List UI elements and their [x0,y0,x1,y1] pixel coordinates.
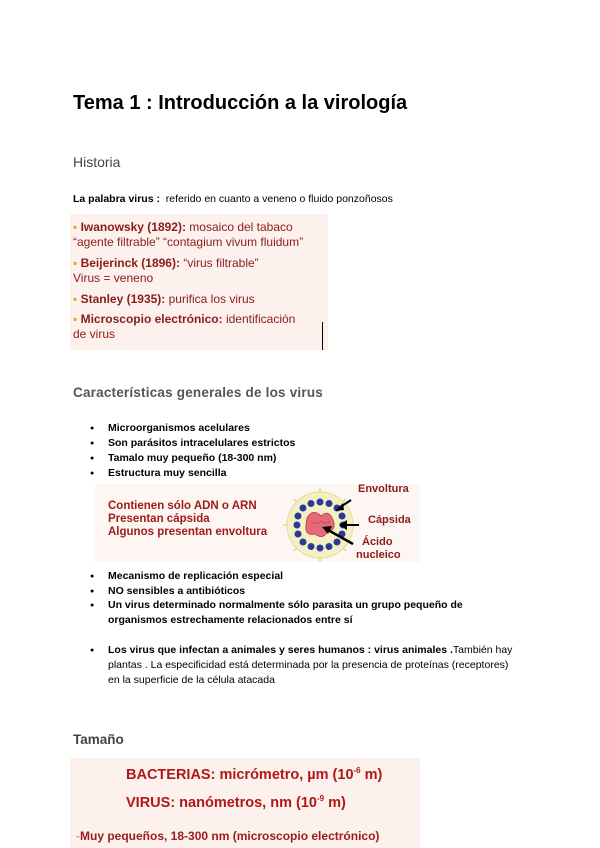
virus-line: VIRUS: nanómetros, nm ($10^{-9}$ m) [126,794,346,811]
palabra-label: La palabra virus : [73,193,160,205]
tamano-image [70,758,420,848]
tamano-heading: Tamaño [73,732,124,747]
historia-item-2: ▪ Beijerinck (1896): “virus filtrable” [73,256,259,270]
historia-item-2-line2: Virus = veneno [73,271,154,285]
figure-line-3: Algunos presentan envoltura [108,526,268,538]
label-capsida: Cápsida [368,514,411,526]
label-acido: Ácido [362,536,393,548]
text-cursor [322,322,323,350]
historia-heading: Historia [73,154,121,170]
virus-structure-figure [95,484,420,562]
bacterias-line: BACTERIAS: micrómetro, µm ($10^{-6}$ m) [126,766,383,783]
historia-item-4: ▪ Microscopio electrónico: identificación [73,312,296,326]
historia-image [70,214,328,350]
label-envoltura: Envoltura [358,483,409,495]
palabra-virus-line [73,193,393,205]
muy-pequenos-line: -Muy pequeños, 18-300 nm (microscopio electrónico) [76,829,380,843]
historia-item-3: ▪ Stanley (1935): purifica los virus [73,292,255,306]
figure-line-2: Presentan cápsida [108,513,210,525]
historia-item-1-line2: “agente filtrable” “contagium vivum fluidum” [73,235,304,249]
palabra-text: referido en cuanto a veneno o fluido ponzoñosos [165,193,393,205]
historia-item-4-line2: de virus [73,327,116,341]
historia-item-1: ▪ Iwanowsky (1892): mosaico del tabaco [73,220,293,234]
label-nucleico: nucleico [356,549,401,561]
figure-line-1: Contienen sólo ADN o ARN [108,500,257,512]
caracteristicas-heading: Características generales de los virus [73,385,323,400]
page-title: Tema 1 : Introducción a la virología [73,92,408,114]
